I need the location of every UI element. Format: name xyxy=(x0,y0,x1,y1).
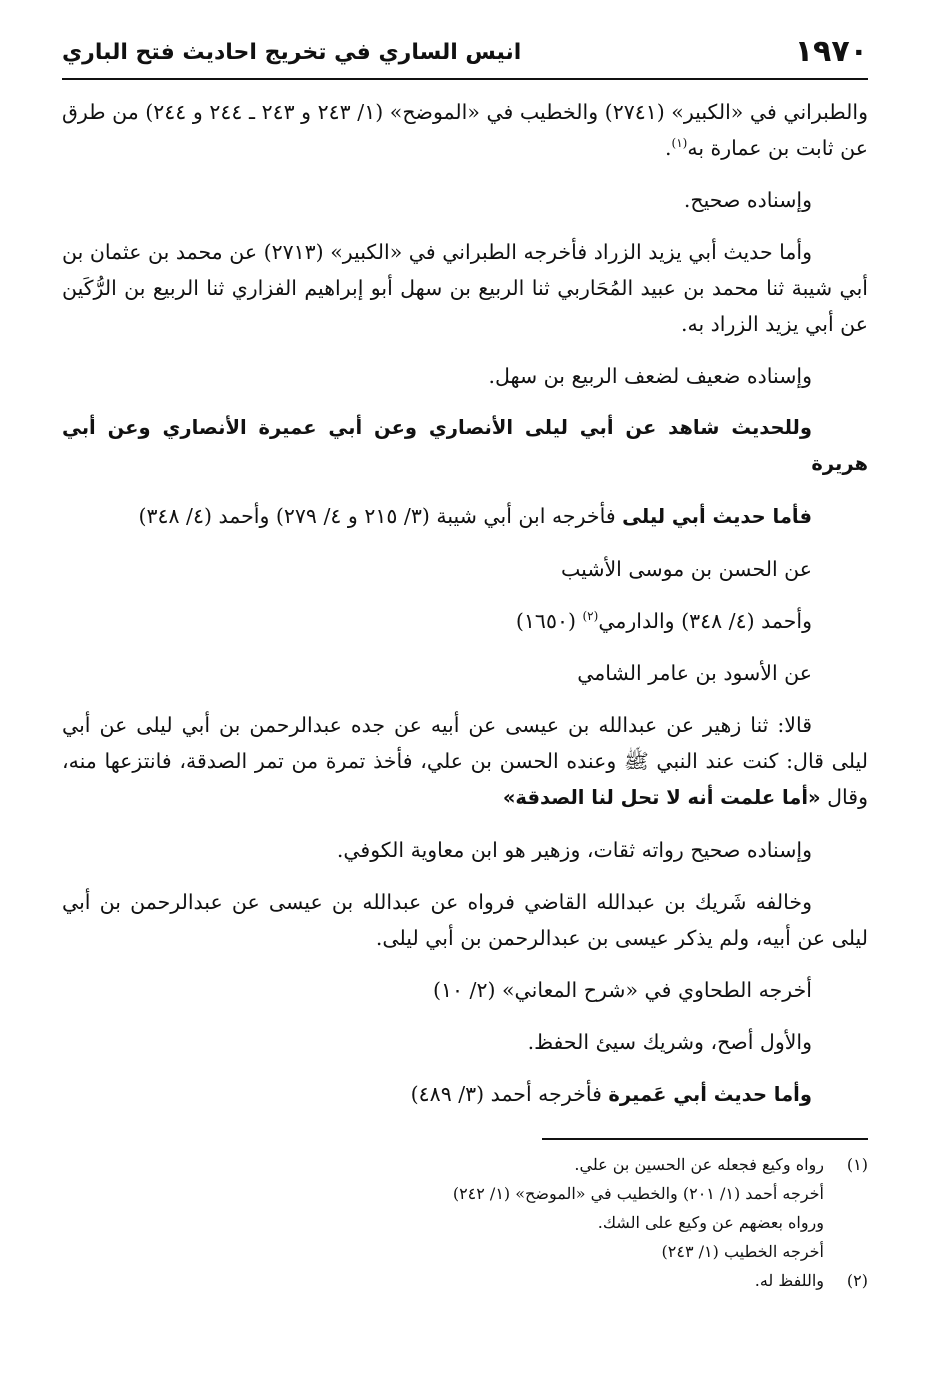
footnote-line: واللفظ له. xyxy=(754,1271,824,1290)
footnotes xyxy=(62,1150,868,1295)
footnote-1 xyxy=(62,1150,868,1266)
paragraph: وخالفه شَريك بن عبدالله القاضي فرواه عن عبدالله بن عيسى عن عبدالرحمن بن أبي ليلى عن أبيه، ولم يذكر عيسى بن عبدالرحمن بن أبي ليلى. xyxy=(62,890,868,950)
footnote-line: رواه وكيع فجعله عن الحسين بن علي. xyxy=(574,1155,824,1174)
book-title: انيس الساري في تخريج احاديث فتح الباري xyxy=(62,40,522,65)
footnote-2 xyxy=(62,1266,868,1295)
paragraph: عن الحسن بن موسى الأشيب xyxy=(561,557,812,581)
paragraph: وأحمد (٤/ ٣٤٨) والدارمي$^{(٢)}$ (١٦٥٠) xyxy=(515,609,812,633)
main-text xyxy=(62,94,868,1113)
subheading-lead: فأما حديث أبي ليلى xyxy=(622,505,812,528)
footnote-marker[interactable]: (٢) xyxy=(582,609,599,624)
paragraph: والأول أصح، وشريك سيئ الحفظ. xyxy=(527,1030,812,1054)
paragraph: وأما حديث أبي عَميرة فأخرجه أحمد (٣/ ٤٨٩) xyxy=(410,1082,812,1106)
paragraph: وإسناده صحيح رواته ثقات، وزهير هو ابن معاوية الكوفي. xyxy=(336,838,812,862)
paragraph: وإسناده ضعيف لضعف الربيع بن سهل. xyxy=(488,364,812,388)
paragraph: أخرجه الطحاوي في «شرح المعاني» (٢/ ١٠) xyxy=(432,978,812,1002)
paragraph: وأما حديث أبي يزيد الزراد فأخرجه الطبراني في «الكبير» (٢٧١٣) عن محمد بن عثمان بن أبي شيبة ثنا محمد بن عبيد المُحَاربي ثنا الربيع بن سهل أبو إبراهيم الفزاري ثنا الربيع بن الرُّكَين عن أبي يزيد الزراد به. xyxy=(62,240,868,336)
paragraph: وإسناده صحيح. xyxy=(683,188,812,212)
hadith-quote: «أما علمت أنه لا تحل لنا الصدقة» xyxy=(502,786,821,809)
footnote-line: أخرجه أحمد (١/ ٢٠١) والخطيب في «الموضح» (١/ ٢٤٢) xyxy=(452,1184,824,1203)
page-number: ١٩٧٠ xyxy=(794,34,868,69)
footnote-line: ورواه بعضهم عن وكيع على الشك. xyxy=(597,1213,824,1232)
footnote-divider xyxy=(542,1138,868,1140)
paragraph: عن الأسود بن عامر الشامي xyxy=(577,661,812,685)
paragraph: قالا: ثنا زهير عن عبدالله بن عيسى عن أبيه عن جده عبدالرحمن بن أبي ليلى عن أبي ليلى قال: كنت عند النبي ﷺ وعنده الحسن بن علي، فأخذ تمرة من تمر الصدقة، فانتزعها منه، وقال «أما علمت أنه لا تحل لنا الصدقة» xyxy=(62,713,868,809)
page xyxy=(62,30,868,1360)
section-heading: وللحديث شاهد عن أبي ليلى الأنصاري وعن أبي عميرة الأنصاري وعن أبي هريرة xyxy=(62,416,868,475)
paragraph: والطبراني في «الكبير» (٢٧٤١) والخطيب في «الموضح» (١/ ٢٤٣ و ٢٤٣ ـ ٢٤٤ و ٢٤٤) من طرق عن ثابت بن عمارة به$^{(١)}$. xyxy=(62,100,869,160)
footnote-number: (١) xyxy=(846,1155,868,1174)
footnote-line: أخرجه الخطيب (١/ ٢٤٣) xyxy=(661,1242,824,1261)
running-header xyxy=(62,30,868,80)
subheading-lead: وأما حديث أبي عَميرة xyxy=(608,1083,812,1106)
footnote-marker[interactable]: (١) xyxy=(671,136,688,151)
paragraph: فأما حديث أبي ليلى فأخرجه ابن أبي شيبة (٣/ ٢١٥ و ٤/ ٢٧٩) وأحمد (٤/ ٣٤٨) xyxy=(138,504,812,528)
footnote-number: (٢) xyxy=(846,1271,868,1290)
